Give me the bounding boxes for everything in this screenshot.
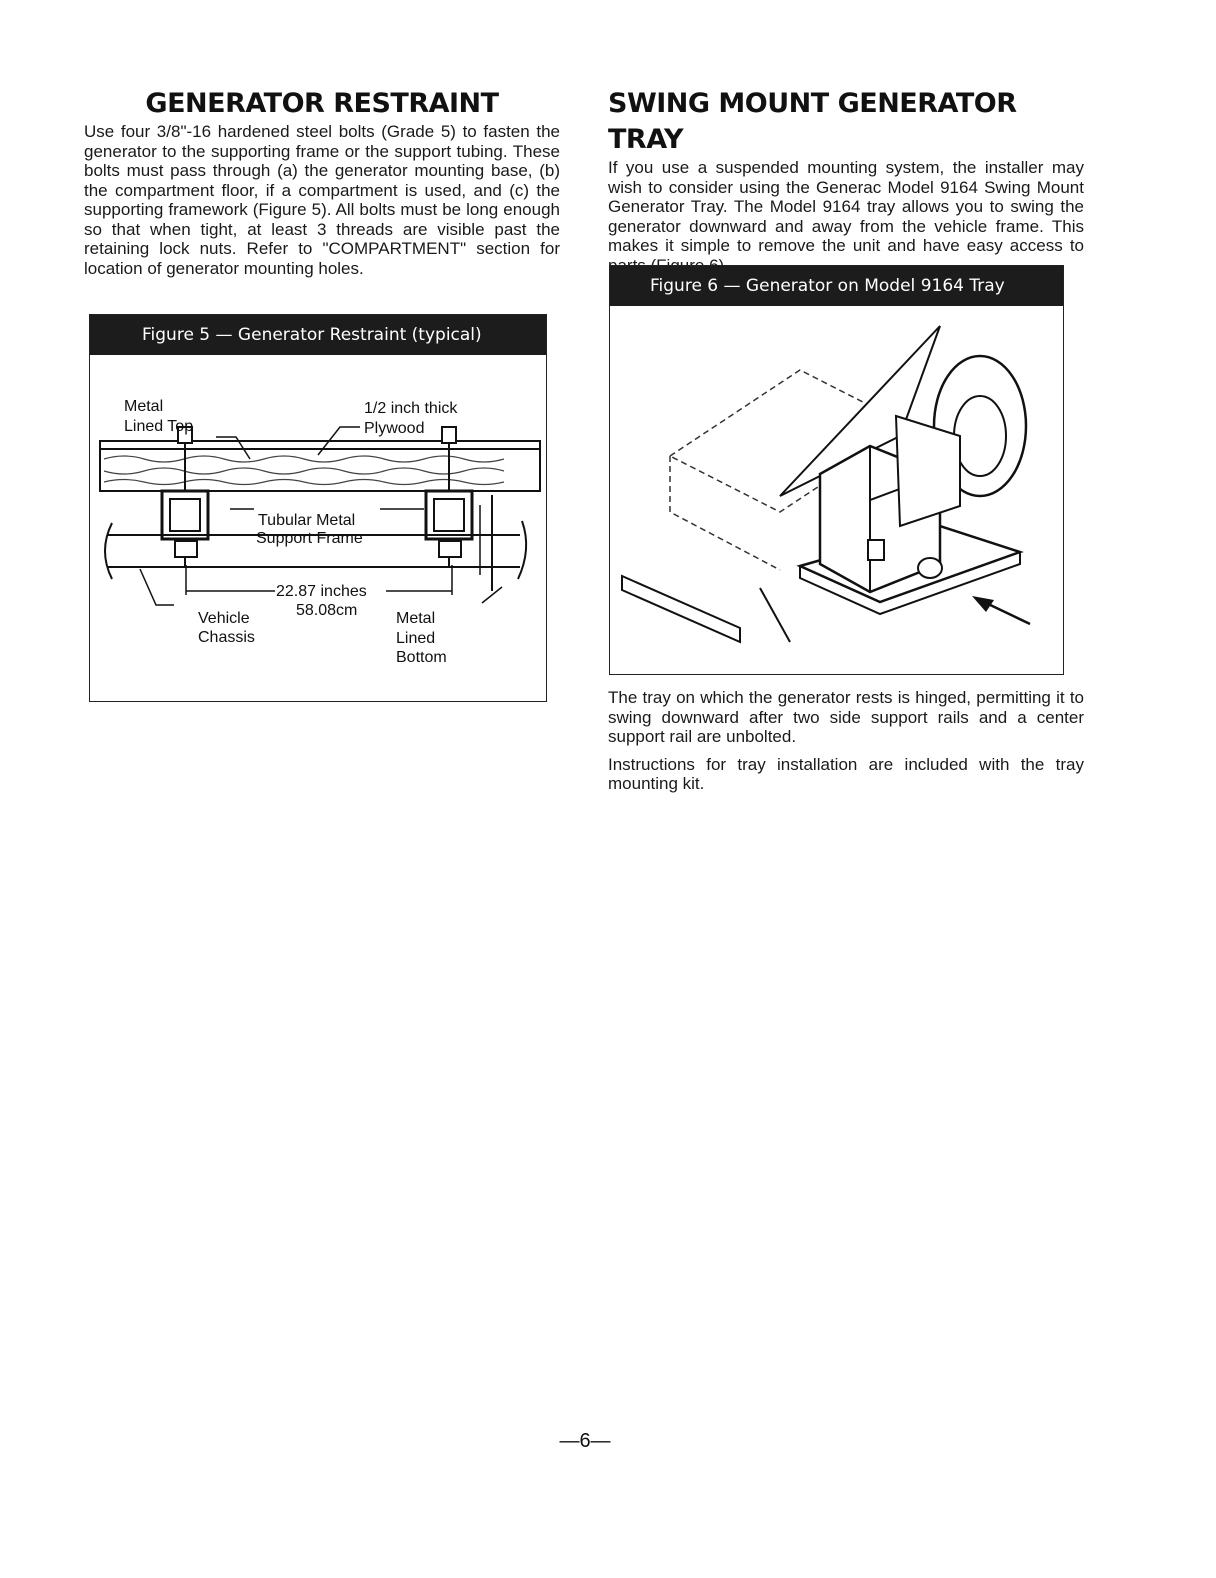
right-column [608,86,1084,275]
figure-6-illustration [610,306,1063,672]
label-lined-bottom: Lined [396,630,436,647]
label-plywood: Plywood [364,420,425,437]
label-width-cm: 58.08cm [296,602,358,619]
tray-description [608,688,1084,794]
swing-mount-body: If you use a suspended mounting system, the installer may wish to consider using the Generac Model 9164 Swing Mount Generator Tray. The Model 9164 tray allows you to swing the generator downward and away from the vehicle frame. This makes it simple to remove the unit and have easy access to [608,158,1084,255]
page-number: —6— [559,1430,611,1452]
label-metal: Metal [124,398,164,415]
figure-5-diagram [90,355,546,699]
tray-hinge-text: The tray on which the generator rests is hinged, permitting it to swing downward after two side support rails and a center support rail are unbolted. [608,688,1084,746]
figure-5-caption: Figure 5 — Generator Restraint (typical) [90,315,546,355]
label-bottom: Bottom [396,649,447,666]
figure-6 [609,265,1064,675]
label-metal-bottom: Metal [396,610,436,627]
figure-6-caption: Figure 6 — Generator on Model 9164 Tray [610,266,1063,306]
swing-mount-title: SWING MOUNT GENERATOR TRAY [608,88,1017,155]
figure-5 [89,314,547,702]
left-column [84,86,560,278]
generator-restraint-title: GENERATOR RESTRAINT [145,88,499,119]
label-width-inches: 22.87 inches [276,583,367,600]
label-tubular-metal: Tubular Metal [258,512,356,529]
label-support-frame: Support Frame [256,530,363,547]
label-plywood-thickness: 1/2 inch thick [364,400,458,417]
label-chassis: Chassis [198,629,255,646]
generator-restraint-body: Use four 3/8"-16 hardened steel bolts (Grade 5) to fasten the generator to the supporting frame or the support tubing. These bolts must pass through (a) the generator mounting base, (b) the compartment floor, if a compartment is used, and (c) the supporting framework (Figure 5). All bolts must be long enough so that when tight, at least 3 threads are visible past the retaining lock nuts. Refer to "COMPARTMENT" section for location of generator mounting holes. [84,122,560,278]
label-vehicle: Vehicle [198,610,250,627]
label-lined-top: Lined Top [124,418,194,435]
tray-instructions-text: Instructions for tray installation are included with the tray mounting kit. [608,754,1084,793]
